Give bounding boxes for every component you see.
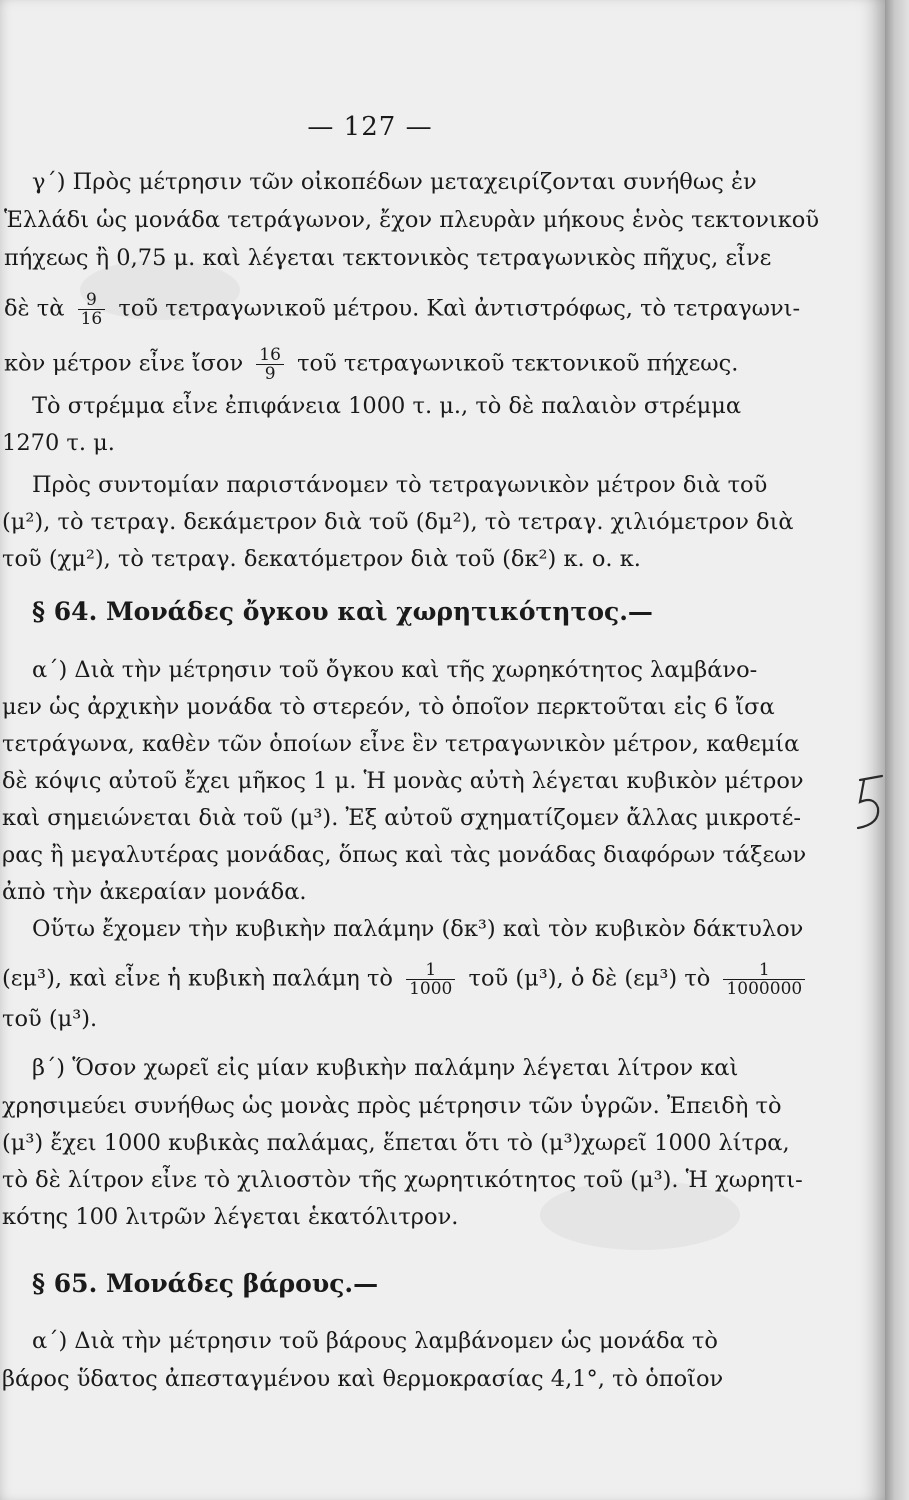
text-line: ρας ἢ μεγαλυτέρας μονάδας, ὅπως καὶ τὰς μονάδας διαφόρων τάξεων bbox=[2, 842, 807, 868]
text-line: δὲ κόψις αὐτοῦ ἔχει μῆκος 1 μ. Ἡ μονὰς αὐτὴ λέγεται κυβικὸν μέτρον bbox=[2, 768, 804, 794]
text-line: καὶ σημειώνεται διὰ τοῦ (μ³). Ἐξ αὐτοῦ σχηματίζομεν ἄλλας μικροτέ- bbox=[2, 805, 802, 831]
fraction-numerator: 1 bbox=[406, 961, 455, 980]
fraction-numerator: 16 bbox=[256, 346, 284, 365]
fraction bbox=[78, 291, 106, 328]
text-line: 1270 τ. μ. bbox=[2, 430, 115, 456]
fraction-denominator: 1000 bbox=[409, 979, 453, 999]
text-span: τοῦ τετραγωνικοῦ μέτρου. Καὶ ἀντιστρόφως, τὸ τετραγωνι- bbox=[118, 295, 801, 322]
text-span: τοῦ τετραγωνικοῦ τεκτονικοῦ πήχεως. bbox=[297, 350, 739, 377]
fraction bbox=[406, 961, 455, 998]
fraction bbox=[256, 346, 284, 383]
text-line: τὸ δὲ λίτρον εἶνε τὸ χιλιοστὸν τῆς χωρητικότητος τοῦ (μ³). Ἡ χωρητι- bbox=[2, 1167, 803, 1193]
text-line: α΄) Διὰ τὴν μέτρησιν τοῦ ὄγκου καὶ τῆς χωρηκότητος λαμβάνο- bbox=[32, 657, 758, 683]
section-heading-65: § 65. Μονάδες βάρους.— bbox=[32, 1269, 379, 1298]
text-line-fraction bbox=[2, 961, 811, 998]
text-line: γ΄) Πρὸς μέτρησιν τῶν οἰκοπέδων μεταχειρίζονται συνήθως ἐν bbox=[32, 169, 757, 195]
fraction-denominator: 16 bbox=[80, 309, 103, 329]
text-span: κὸν μέτρον εἶνε ἴσον bbox=[4, 350, 244, 377]
page-number: — 127 — bbox=[307, 112, 433, 142]
text-line: χρησιμεύει συνήθως ὡς μονὰς πρὸς μέτρησιν τῶν ὑγρῶν. Ἐπειδὴ τὸ bbox=[2, 1093, 782, 1119]
text-line: βάρος ὕδατος ἀπεσταγμένου καὶ θερμοκρασίας 4,1°, τὸ ὁποῖον bbox=[2, 1366, 724, 1392]
fraction-denominator: 1000000 bbox=[726, 979, 803, 999]
text-line: β΄) Ὅσον χωρεῖ εἰς μίαν κυβικὴν παλάμην λέγεται λίτρον καὶ bbox=[32, 1055, 739, 1081]
text-line: Πρὸς συντομίαν παριστάνομεν τὸ τετραγωνικὸν μέτρον διὰ τοῦ bbox=[32, 472, 768, 498]
text-line: τοῦ (χμ²), τὸ τετραγ. δεκατόμετρον διὰ τοῦ (δκ²) κ. ο. κ. bbox=[2, 546, 641, 572]
text-line: πήχεως ἢ 0,75 μ. καὶ λέγεται τεκτονικὸς τετραγωνικὸς πῆχυς, εἶνε bbox=[4, 245, 772, 271]
text-span: τοῦ (μ³), ὁ δὲ (εμ³) τὸ bbox=[468, 965, 711, 992]
text-line: (μ³) ἔχει 1000 κυβικὰς παλάμας, ἕπεται ὅτι τὸ (μ³)χωρεῖ 1000 λίτρα, bbox=[2, 1130, 790, 1156]
text-span: (εμ³), καὶ εἶνε ἡ κυβικὴ παλάμη τὸ bbox=[2, 965, 393, 992]
fraction-denominator: 9 bbox=[264, 364, 276, 384]
text-span: δὲ τὰ bbox=[4, 295, 65, 322]
fraction-numerator: 9 bbox=[78, 291, 106, 310]
section-heading-64: § 64. Μονάδες ὄγκου καὶ χωρητικότητος.— bbox=[32, 597, 653, 626]
text-line-fraction bbox=[4, 291, 800, 328]
text-line: Τὸ στρέμμα εἶνε ἐπιφάνεια 1000 τ. μ., τὸ δὲ παλαιὸν στρέμμα bbox=[32, 393, 742, 419]
text-line: Οὕτω ἔχομεν τὴν κυβικὴν παλάμην (δκ³) καὶ τὸν κυβικὸν δάκτυλον bbox=[32, 916, 804, 942]
text-line: κότης 100 λιτρῶν λέγεται ἑκατόλιτρον. bbox=[2, 1204, 459, 1230]
text-line: Ἑλλάδι ὡς μονάδα τετράγωνον, ἔχον πλευρὰν μήκους ἑνὸς τεκτονικοῦ bbox=[4, 207, 820, 233]
text-line: μεν ὡς ἀρχικὴν μονάδα τὸ στερεόν, τὸ ὁποῖον περκτοῦται εἰς 6 ἴσα bbox=[2, 694, 775, 720]
book-spine-shadow bbox=[885, 0, 909, 1500]
text-line: ἀπὸ τὴν ἀκεραίαν μονάδα. bbox=[2, 879, 307, 905]
text-line: τετράγωνα, καθὲν τῶν ὁποίων εἶνε ἓν τετραγωνικὸν μέτρον, καθεμία bbox=[2, 731, 800, 757]
handwritten-digit-5 bbox=[858, 776, 882, 828]
fraction-numerator: 1 bbox=[723, 961, 805, 980]
fraction bbox=[723, 961, 805, 998]
text-line: α΄) Διὰ τὴν μέτρησιν τοῦ βάρους λαμβάνομεν ὡς μονάδα τὸ bbox=[32, 1328, 718, 1354]
text-line: (μ²), τὸ τετραγ. δεκάμετρον διὰ τοῦ (δμ²), τὸ τετραγ. χιλιόμετρον διὰ bbox=[2, 509, 794, 535]
text-line-fraction bbox=[4, 346, 738, 383]
text-line: τοῦ (μ³). bbox=[2, 1006, 98, 1032]
